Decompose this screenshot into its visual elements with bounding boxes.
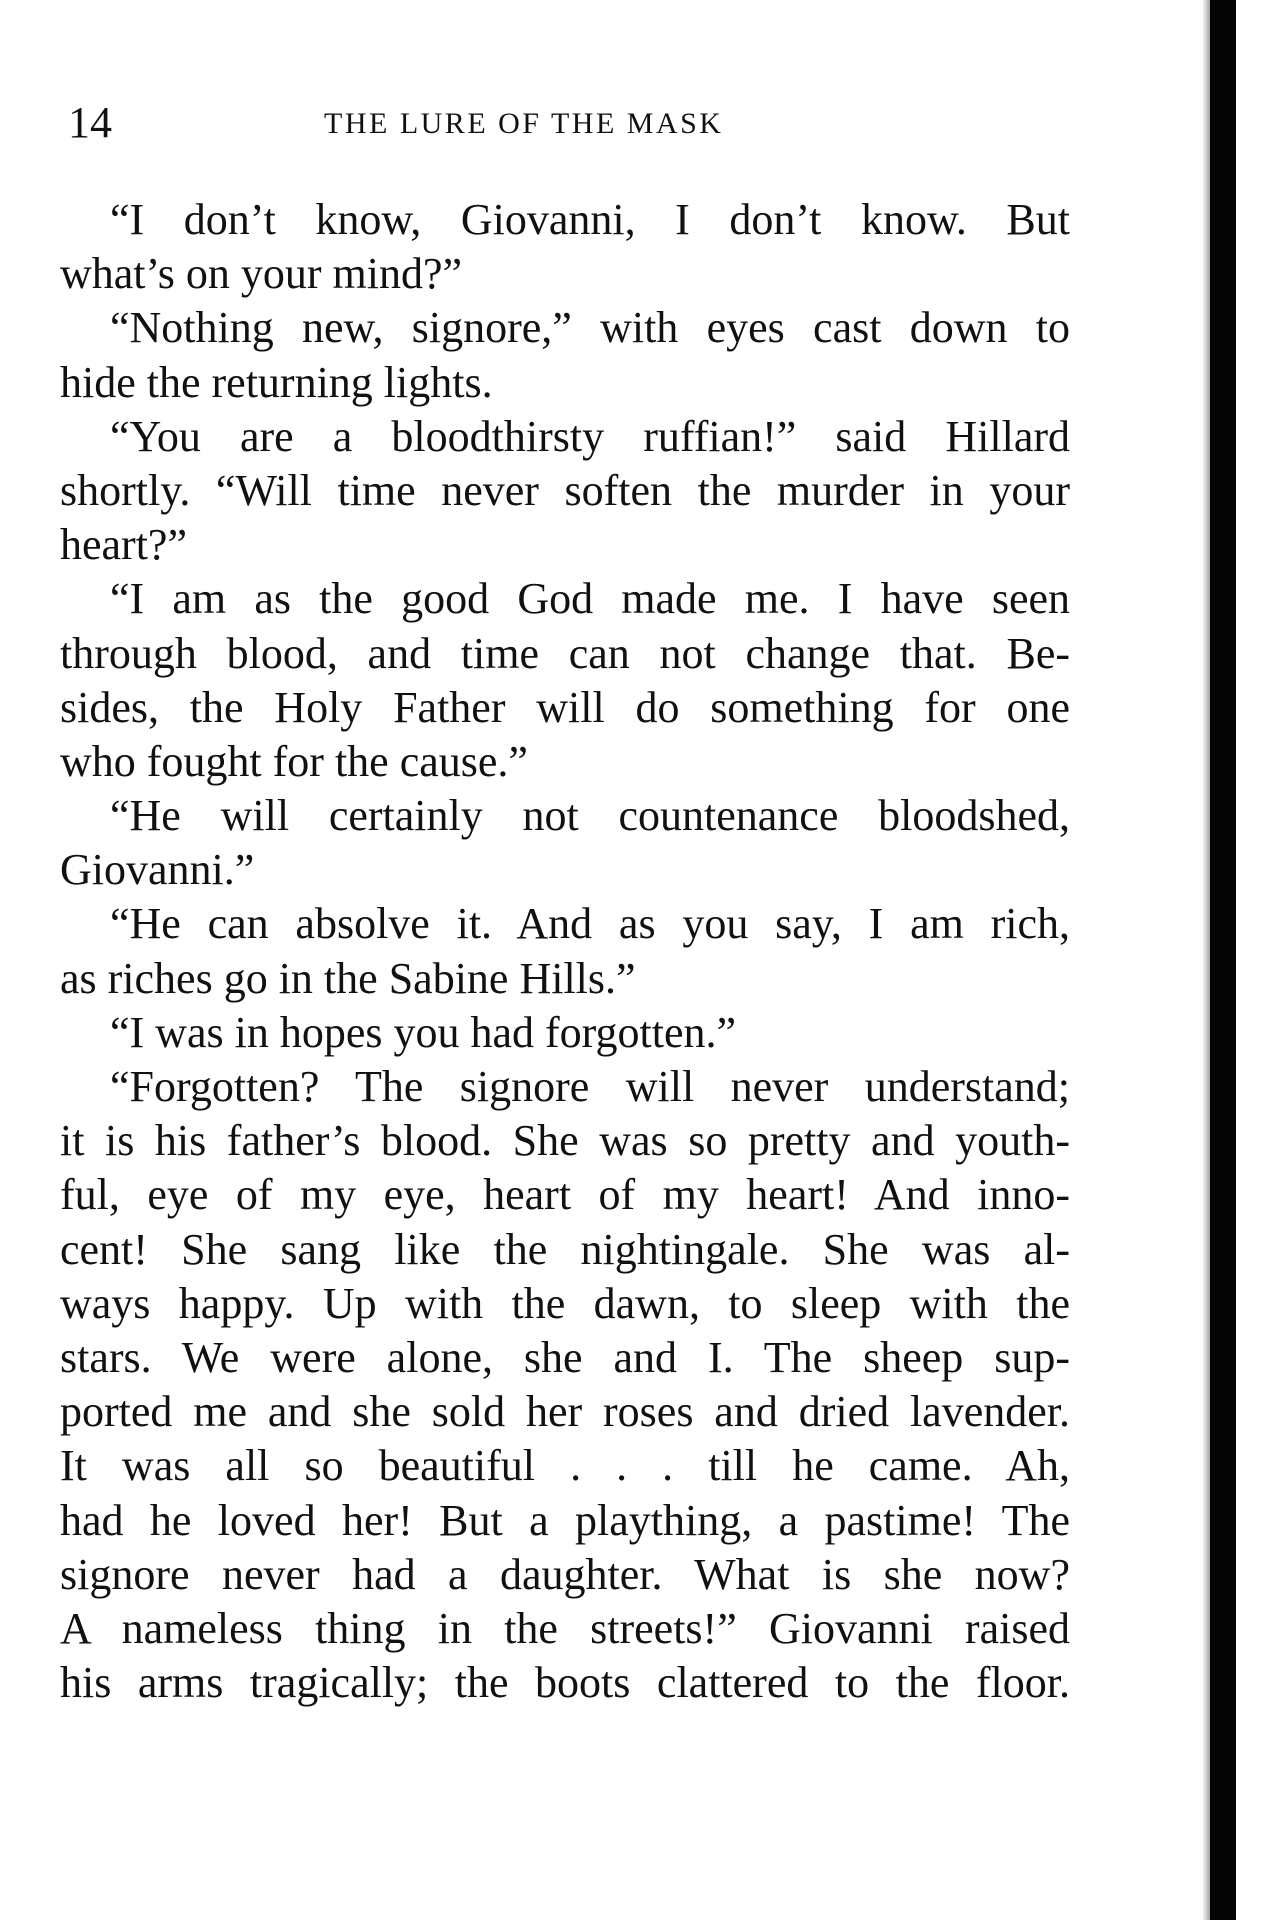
text-line: “Forgotten? The signore will never understand; [110, 1062, 1070, 1111]
text-line: ful, eye of my eye, heart of my heart! And inno- [60, 1170, 1070, 1220]
text-line: cent! She sang like the nightingale. She was al- [60, 1224, 1070, 1274]
text-line: had he loved her! But a plaything, a pastime! The [60, 1495, 1070, 1545]
text-line: as riches go in the Sabine Hills.” [60, 953, 636, 1003]
text-line: sides, the Holy Father will do something for one [60, 682, 1070, 732]
page-header [68, 98, 1078, 148]
text-line: “You are a bloodthirsty ruffian!” said Hillard [110, 411, 1070, 461]
scan-edge-bar [1210, 0, 1236, 1920]
text-line: through blood, and time can not change that. Be- [60, 628, 1070, 678]
text-line: hide the returning lights. [60, 357, 493, 407]
text-line: “He can absolve it. And as you say, I am rich, [110, 899, 1070, 949]
text-line: shortly. “Will time never soften the murder in your [60, 465, 1070, 515]
running-title: THE LURE OF THE MASK [324, 107, 724, 140]
body-text [60, 193, 1070, 1710]
text-line: “I was in hopes you had forgotten.” [110, 1007, 737, 1057]
text-line: It was all so beautiful . . . till he came. Ah, [60, 1441, 1070, 1491]
text-line: it is his father’s blood. She was so pretty and youth- [60, 1116, 1070, 1166]
text-line: signore never had a daughter. What is she now? [60, 1549, 1070, 1599]
text-line: “Nothing new, signore,” with eyes cast down to [110, 303, 1070, 353]
text-line: “I don’t know, Giovanni, I don’t know. But [110, 195, 1070, 244]
text-line: what’s on your mind?” [60, 249, 463, 299]
text-line: his arms tragically; the boots clattered to the floor. [60, 1658, 1070, 1708]
text-line: Giovanni.” [60, 845, 255, 895]
text-line: stars. We were alone, she and I. The sheep sup- [60, 1332, 1070, 1382]
text-line: A nameless thing in the streets!” Giovanni raised [60, 1603, 1070, 1653]
text-line: ported me and she sold her roses and dried lavender. [60, 1387, 1070, 1437]
text-line: “I am as the good God made me. I have seen [110, 574, 1070, 624]
text-line: “He will certainly not countenance bloodshed, [110, 791, 1070, 841]
text-line: ways happy. Up with the dawn, to sleep with the [60, 1278, 1070, 1328]
text-line: heart?” [60, 520, 187, 570]
scan-edge-shadow [1202, 0, 1210, 1920]
page-number: 14 [68, 98, 112, 147]
text-line: who fought for the cause.” [60, 736, 528, 786]
